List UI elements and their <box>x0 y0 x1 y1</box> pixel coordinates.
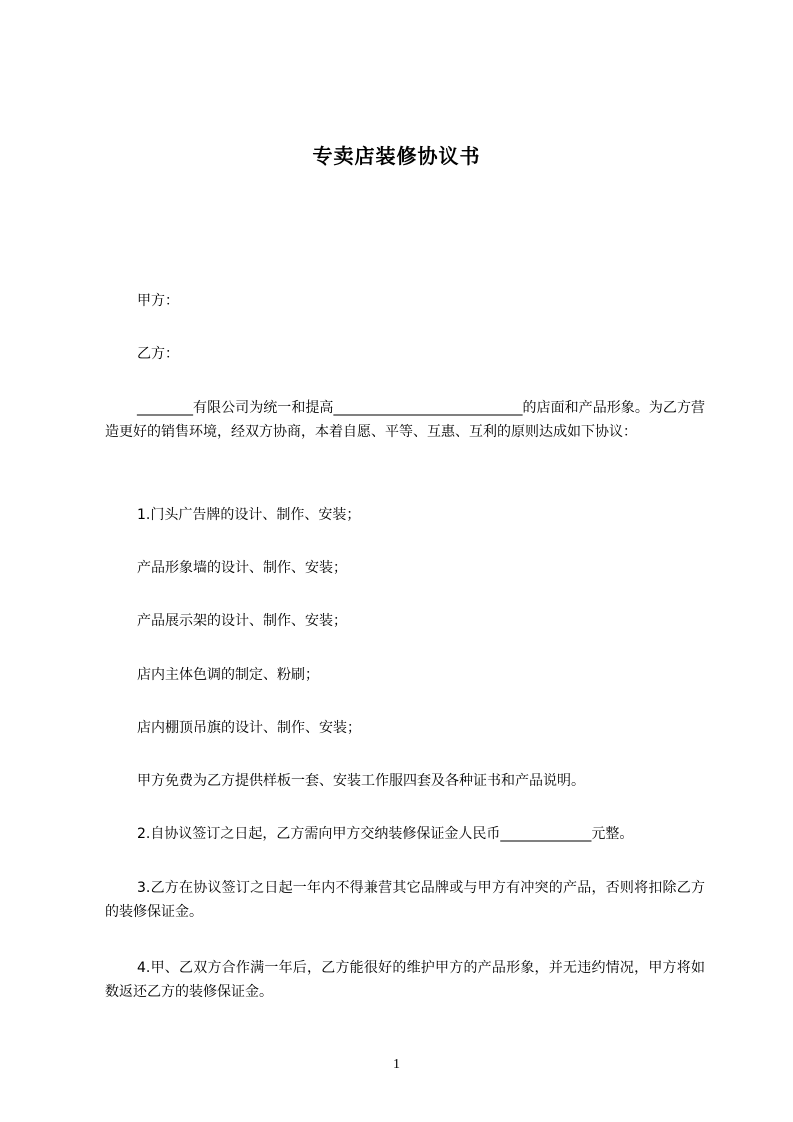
list-item: 店内主体色调的制定、粉刷； <box>137 667 319 683</box>
intro-paragraph: ________有限公司为统一和提高___________________________的店面和产品形象。为乙方营造更好的销售环境，经双方协商，本着自愿、平等、互惠、互利的原则达成如下协议： <box>105 400 705 440</box>
list-item: 产品形象墙的设计、制作、安装； <box>137 560 347 576</box>
party-b-label: 乙方： <box>137 346 179 362</box>
list-item: 产品展示架的设计、制作、安装； <box>137 613 347 629</box>
clause-3: 3.乙方在协议签订之日起一年内不得兼营其它品牌或与甲方有冲突的产品，否则将扣除乙方的装修保证金。 <box>105 880 705 920</box>
party-a-label: 甲方： <box>137 293 179 309</box>
list-item: 甲方免费为乙方提供样板一套、安装工作服四套及各种证书和产品说明。 <box>137 773 585 789</box>
clause-2: 2.自协议签订之日起，乙方需向甲方交纳装修保证金人民币_____________元整。 <box>137 826 634 842</box>
page-number: 1 <box>393 1057 400 1072</box>
list-item: 店内棚顶吊旗的设计、制作、安装； <box>137 720 361 736</box>
clause-4: 4.甲、乙双方合作满一年后，乙方能很好的维护甲方的产品形象，并无违约情况，甲方将如数返还乙方的装修保证金。 <box>105 960 705 1000</box>
page-title: 专卖店装修协议书 <box>312 144 481 168</box>
list-item: 1.门头广告牌的设计、制作、安装； <box>137 507 361 523</box>
